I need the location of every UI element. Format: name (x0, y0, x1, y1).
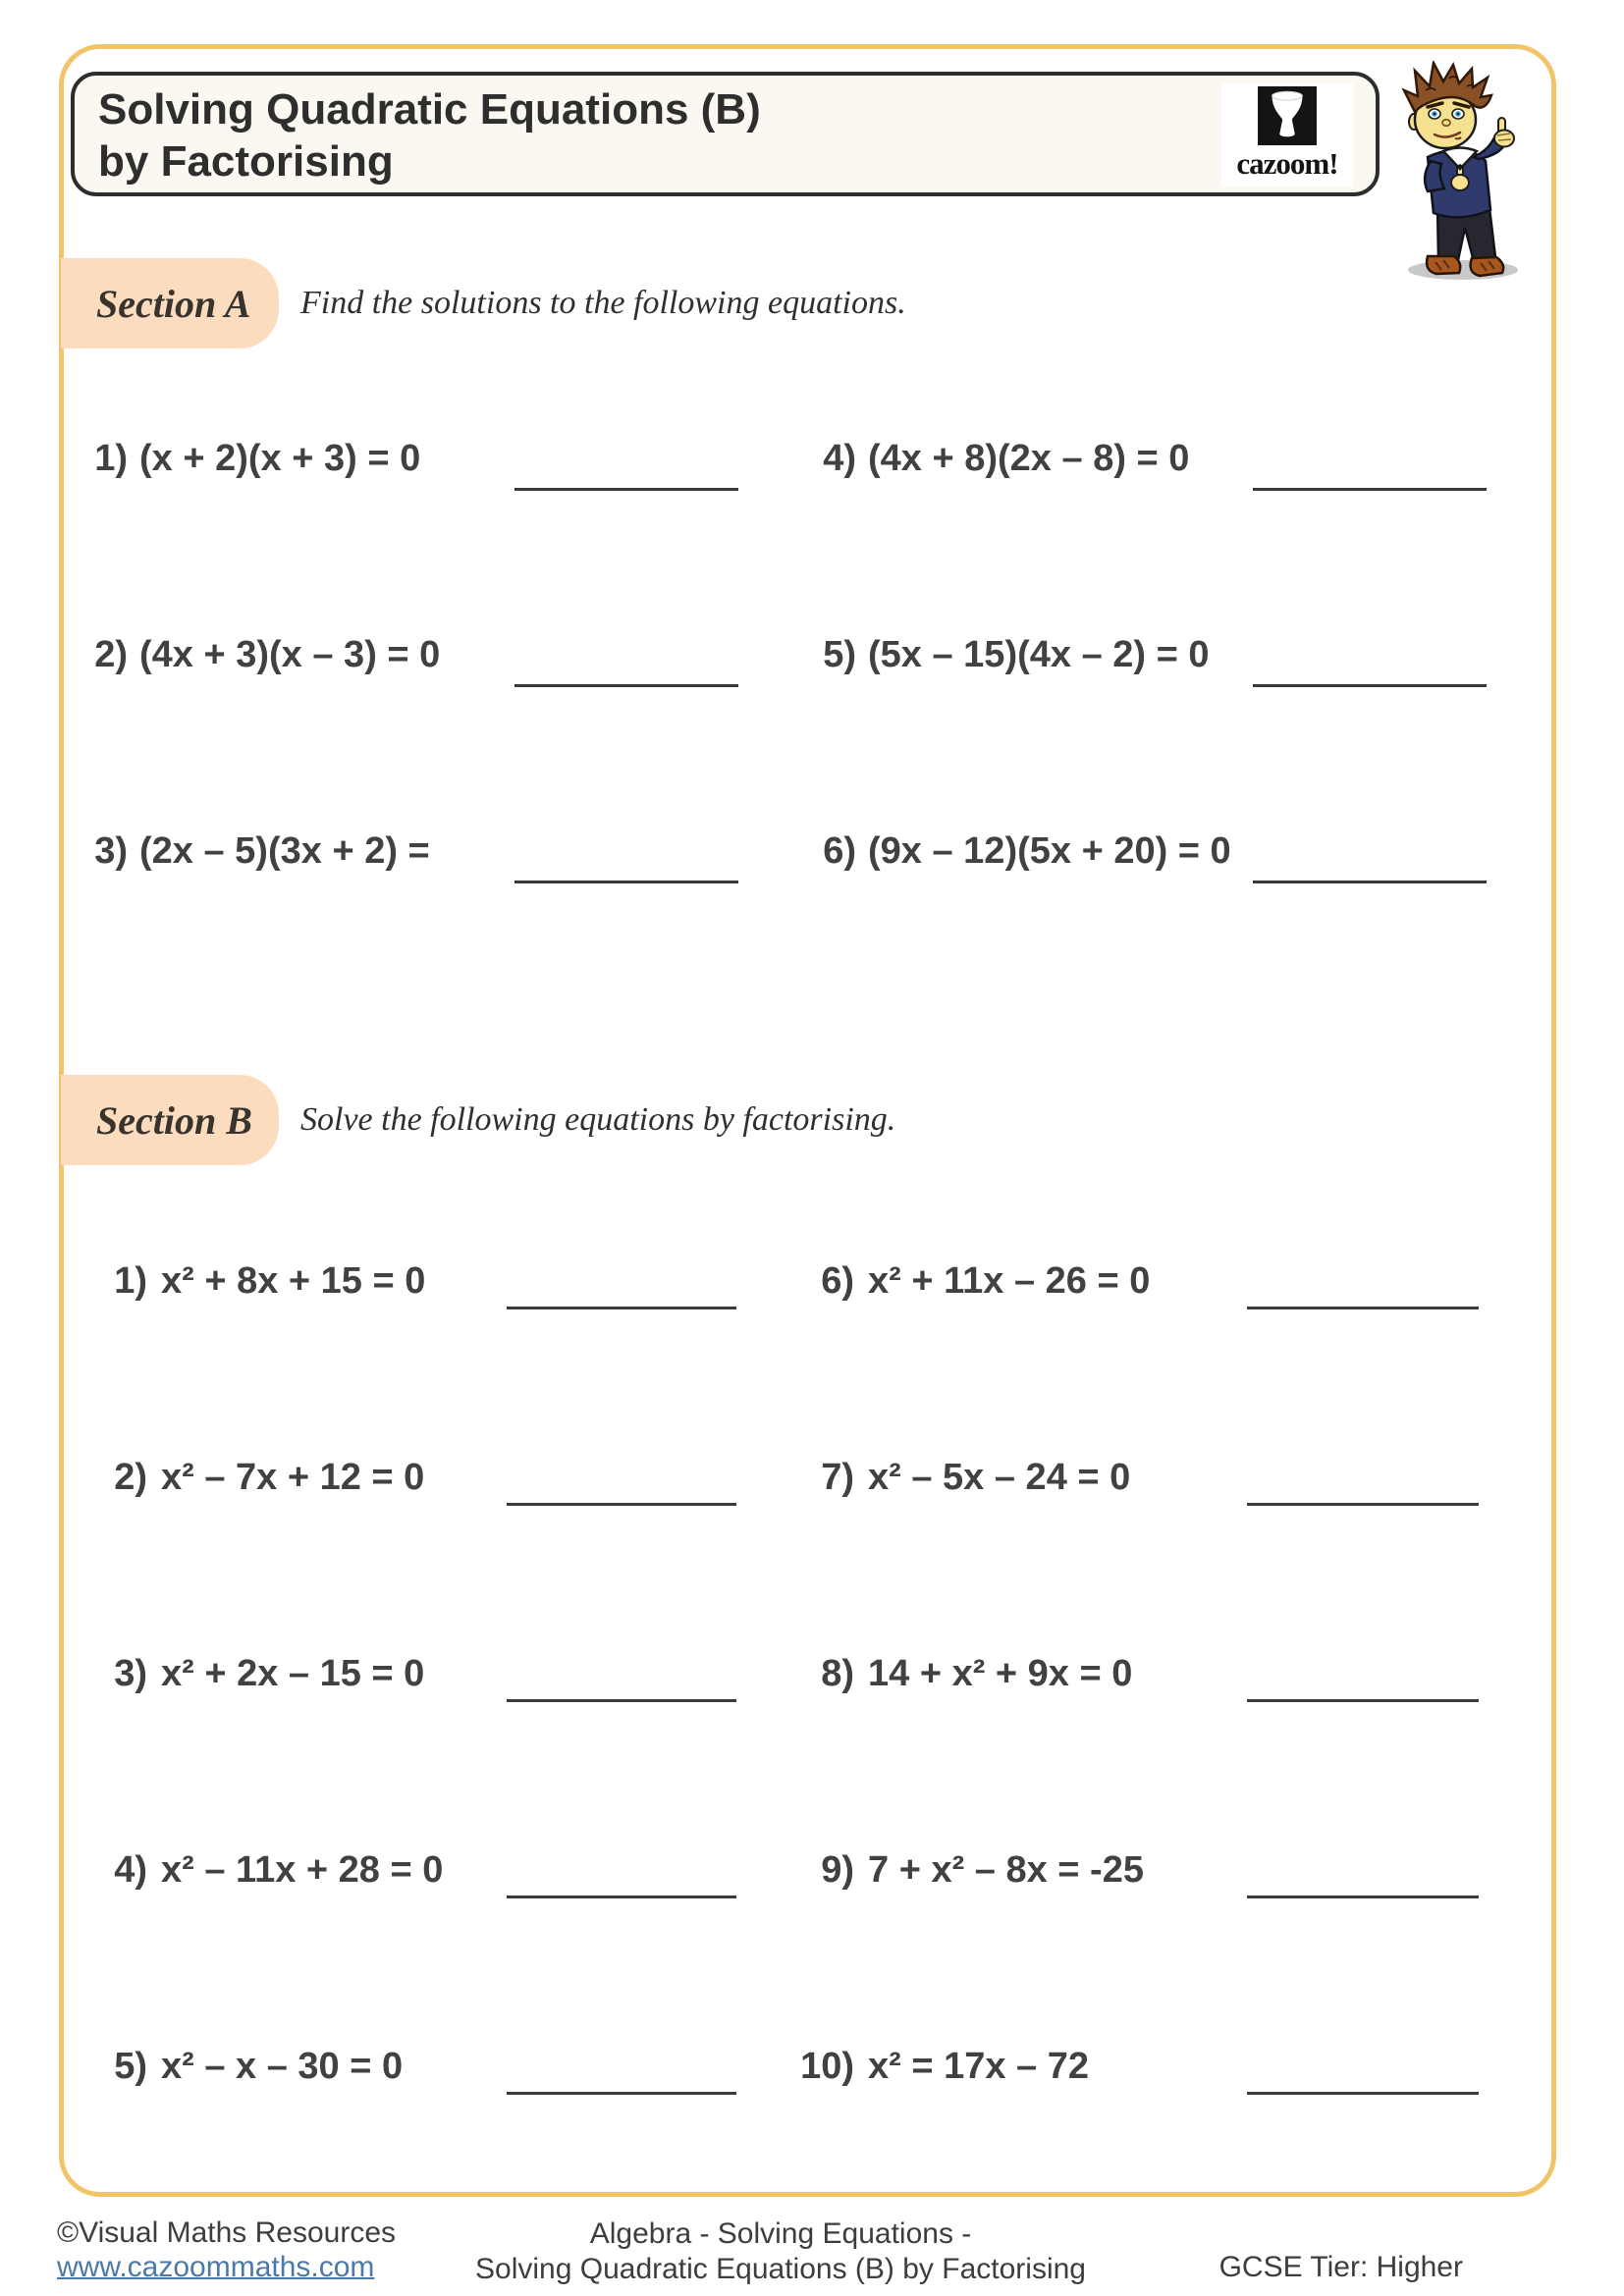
problem-a3-equation: (2x – 5)(3x + 2) = (139, 830, 430, 872)
page-title-line1: Solving Quadratic Equations (B) (98, 85, 761, 133)
problem-a3-number: 3) (94, 830, 128, 872)
problem-b5-equation: x² – x – 30 = 0 (161, 2046, 404, 2087)
problem-a1-equation: (x + 2)(x + 3) = 0 (139, 438, 421, 479)
answer-line-b2 (507, 1503, 736, 1506)
problem-b10-equation: x² = 17x – 72 (868, 2046, 1090, 2087)
answer-line-a3 (514, 881, 738, 883)
footer-topic (437, 2216, 1124, 2287)
page-title (98, 83, 761, 187)
problem-a4-equation: (4x + 8)(2x – 8) = 0 (868, 438, 1190, 479)
problem-b9 (797, 1848, 1144, 1892)
problem-b1 (103, 1259, 425, 1303)
problem-b6-number: 6) (821, 1260, 854, 1302)
problem-b2 (103, 1456, 424, 1499)
problem-b6-equation: x² + 11x – 26 = 0 (868, 1260, 1151, 1302)
footer-topic-line2: Solving Quadratic Equations (B) by Factorising (475, 2253, 1086, 2285)
problem-b2-number: 2) (114, 1457, 147, 1498)
footer-copyright: ©Visual Maths Resources (57, 2216, 397, 2249)
problem-a6-number: 6) (823, 830, 856, 872)
problem-b9-equation: 7 + x² – 8x = -25 (868, 1849, 1144, 1891)
section-b-badge (61, 1075, 279, 1165)
problem-b10-number: 10) (800, 2046, 854, 2087)
problem-a4-number: 4) (823, 438, 856, 479)
problem-b1-equation: x² + 8x + 15 = 0 (161, 1260, 426, 1302)
section-b-badge-label: Section B (96, 1097, 252, 1143)
section-a-badge (61, 258, 279, 348)
problem-a6 (817, 829, 1231, 873)
answer-line-b6 (1247, 1307, 1479, 1309)
problem-b3-equation: x² + 2x – 15 = 0 (161, 1653, 425, 1694)
section-a-badge-label: Section A (96, 281, 251, 326)
footer-topic-line1: Algebra - Solving Equations - (589, 2217, 972, 2250)
problem-a6-equation: (9x – 12)(5x + 20) = 0 (868, 830, 1231, 872)
problem-b9-number: 9) (821, 1849, 854, 1891)
section-b-instruction: Solve the following equations by factorising. (300, 1101, 896, 1138)
problem-a4 (817, 437, 1189, 480)
answer-line-a6 (1253, 881, 1487, 883)
problem-b4-number: 4) (114, 1849, 147, 1891)
problem-a5-equation: (5x – 15)(4x – 2) = 0 (868, 634, 1210, 675)
answer-line-b10 (1247, 2092, 1479, 2095)
problem-b5 (103, 2045, 403, 2088)
section-a-instruction: Find the solutions to the following equations. (300, 285, 906, 321)
problem-a2 (88, 633, 440, 676)
problem-b4 (103, 1848, 443, 1892)
problem-a1 (88, 437, 420, 480)
problem-a1-number: 1) (94, 438, 128, 479)
problem-b8-number: 8) (821, 1653, 854, 1694)
answer-line-b8 (1247, 1699, 1479, 1702)
problem-b4-equation: x² – 11x + 28 = 0 (161, 1849, 444, 1891)
problem-b7-equation: x² – 5x – 24 = 0 (868, 1457, 1131, 1498)
problem-b3-number: 3) (114, 1653, 147, 1694)
footer-tier-label: GCSE Tier: Higher (1218, 2251, 1463, 2283)
problem-b5-number: 5) (114, 2046, 147, 2087)
problem-b3 (103, 1652, 424, 1695)
problem-a2-number: 2) (94, 634, 128, 675)
mascot-boy-illustration (1398, 61, 1534, 285)
answer-line-b1 (507, 1307, 736, 1309)
cazoom-logo (1221, 83, 1353, 187)
answer-line-b5 (507, 2092, 736, 2095)
answer-line-b3 (507, 1699, 736, 1702)
problem-b7-number: 7) (821, 1457, 854, 1498)
problem-b2-equation: x² – 7x + 12 = 0 (161, 1457, 425, 1498)
problem-b6 (797, 1259, 1150, 1303)
answer-line-b4 (507, 1896, 736, 1898)
answer-line-b9 (1247, 1896, 1479, 1898)
footer-website-link[interactable]: www.cazoommaths.com (57, 2251, 375, 2283)
answer-line-a5 (1253, 684, 1487, 687)
problem-a3 (88, 829, 430, 873)
answer-line-a4 (1253, 488, 1487, 491)
answer-line-a2 (514, 684, 738, 687)
title-box (71, 72, 1380, 196)
drum-icon (1258, 86, 1317, 145)
problem-b10 (797, 2045, 1089, 2088)
problem-b1-number: 1) (114, 1260, 147, 1302)
answer-line-a1 (514, 488, 738, 491)
logo-wordmark: cazoom! (1236, 146, 1338, 181)
problem-a5-number: 5) (823, 634, 856, 675)
problem-b8-equation: 14 + x² + 9x = 0 (868, 1653, 1133, 1694)
answer-line-b7 (1247, 1503, 1479, 1506)
problem-a2-equation: (4x + 3)(x – 3) = 0 (139, 634, 441, 675)
problem-a5 (817, 633, 1210, 676)
problem-b8 (797, 1652, 1132, 1695)
problem-b7 (797, 1456, 1130, 1499)
page-title-line2: by Factorising (98, 137, 394, 186)
